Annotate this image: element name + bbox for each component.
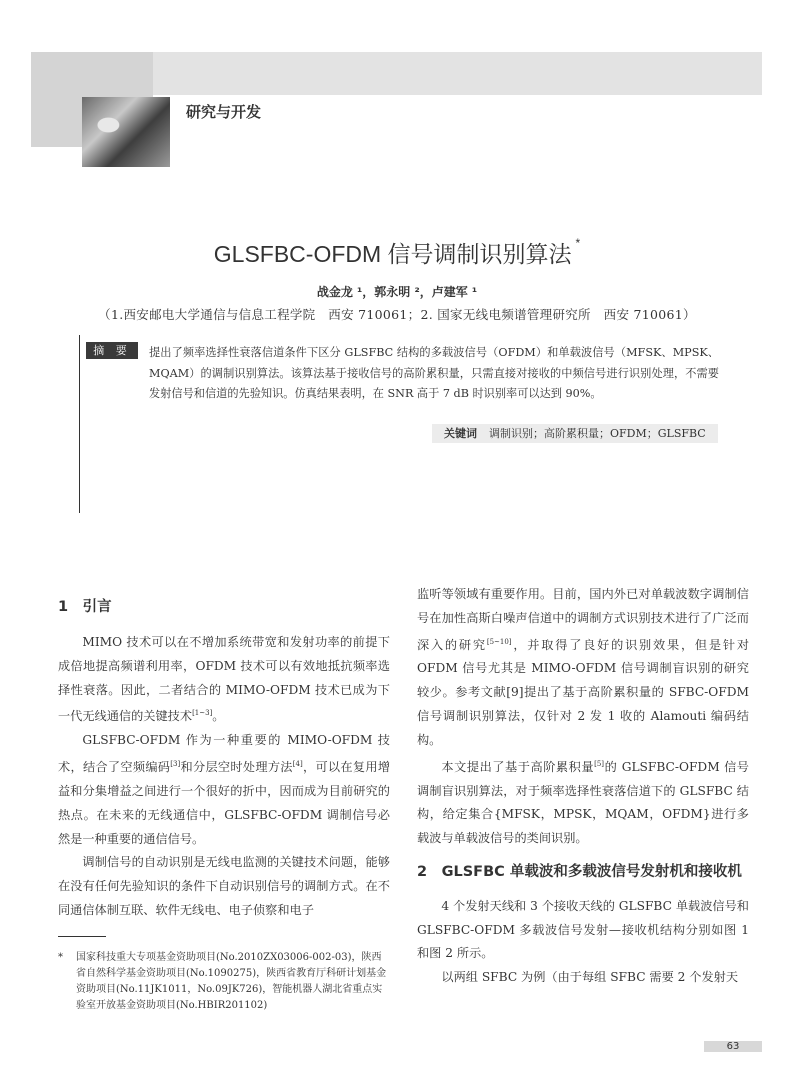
abstract-text: 提出了频率选择性衰落信道条件下区分 GLSFBC 结构的多载波信号（OFDM）和单载波信号（MFSK、MPSK、MQAM）的调制识别算法。该算法基于接收信号的高阶累积量，只需直接对接收的中频信号进行识别处理，不需要发射信号和信道的先验知识。仿真结果表明，在 SNR 高于 7 dB 时识别率可以达到 90%。 <box>149 346 719 400</box>
paragraph: 监听等领域有重要作用。目前，国内外已对单载波数字调制信号在加性高斯白噪声信道中的调制方式识别技术进行了广泛而深入的研究[5~10]，并取得了良好的识别效果，但是针对 OFDM 信号尤其是 MIMO-OFDM 信号调制盲识别的研究较少。参考文献[9]提出了基于高阶累积量的 SFBC-OFDM 信号调制识别算法，仅针对 2 发 1 收的 Alamouti 编码结构。 <box>417 587 750 747</box>
section-2-heading: 2 GLSFBC 单载波和多载波信号发射机和接收机 <box>417 863 742 880</box>
section-label: 研究与开发 <box>186 103 262 121</box>
authors: 战金龙 ¹，郭永明 ²，卢建军 ¹ <box>316 285 478 299</box>
paragraph: 以两组 SFBC 为例（由于每组 SFBC 需要 2 个发射天 <box>441 970 739 985</box>
footnote <box>58 950 390 1014</box>
abstract-label: 摘 要 <box>86 342 138 359</box>
left-column <box>58 583 390 923</box>
article-title <box>0 236 794 269</box>
header-photo <box>82 97 170 167</box>
abstract-rule <box>79 335 80 513</box>
page-number: 63 <box>704 1041 762 1052</box>
citation: [4] <box>292 760 303 769</box>
keywords-box <box>432 424 718 443</box>
title-text: GLSFBC-OFDM 信号调制识别算法 <box>213 241 572 267</box>
paragraph: 4 个发射天线和 3 个接收天线的 GLSFBC 单载波信号和 GLSFBC-OFDM 多载波信号发射—接收机结构分别如图 1 和图 2 所示。 <box>417 898 749 961</box>
keywords-text: 调制识别；高阶累积量；OFDM；GLSFBC <box>489 427 706 440</box>
keywords-label: 关键词 <box>444 427 477 440</box>
paragraph: MIMO 技术可以在不增加系统带宽和发射功率的前提下成倍地提高频谱利用率，OFDM 技术可以有效地抵抗频率选择性衰落。因此，二者结合的 MIMO-OFDM 技术已成为下一代无线通信的关键技术[1~3]。 <box>58 635 390 724</box>
footnote-mark: * <box>58 952 63 963</box>
title-footnote-mark: * <box>575 236 581 250</box>
right-column <box>417 583 749 990</box>
citation: [5~10] <box>486 637 512 646</box>
paragraph: GLSFBC-OFDM 作为一种重要的 MIMO-OFDM 技术，结合了空频编码[3]和分层空时处理方法[4]，可以在复用增益和分集增益之间进行一个很好的折中，因而成为目前研究的热点。在未来的无线通信中，GLSFBC-OFDM 调制信号必然是一种重要的通信信号。 <box>58 733 391 846</box>
footnote-text: 国家科技重大专项基金资助项目(No.2010ZX03006-002-03)，陕西省自然科学基金资助项目(No.1090275)，陕西省教育厅科研计划基金资助项目(No.11JK1011，No.09JK726)，智能机器人湖北省重点实验室开放基金资助项目(No.HBIR201102) <box>76 952 387 1011</box>
citation: [5] <box>594 759 605 768</box>
affiliations: （1.西安邮电大学通信与信息工程学院 西安 710061；2. 国家无线电频谱管理研究所 西安 710061） <box>98 307 696 322</box>
footnote-rule <box>58 936 106 937</box>
section-1-heading: 1 引言 <box>58 599 112 615</box>
citation: [1~3] <box>192 709 213 718</box>
paragraph: 调制信号的自动识别是无线电监测的关键技术问题，能够在没有任何先验知识的条件下自动识别信号的调制方式。在不同通信体制互联、软件无线电、电子侦察和电子 <box>58 855 390 917</box>
header-bar <box>153 52 762 95</box>
paragraph: 本文提出了基于高阶累积量[5]的 GLSFBC-OFDM 信号调制盲识别算法，对于频率选择性衰落信道下的 GLSFBC 结构，给定集合{MFSK，MPSK，MQAM，OFDM}进行多载波与单载波信号的类间识别。 <box>417 759 749 846</box>
citation: [3] <box>170 760 181 769</box>
